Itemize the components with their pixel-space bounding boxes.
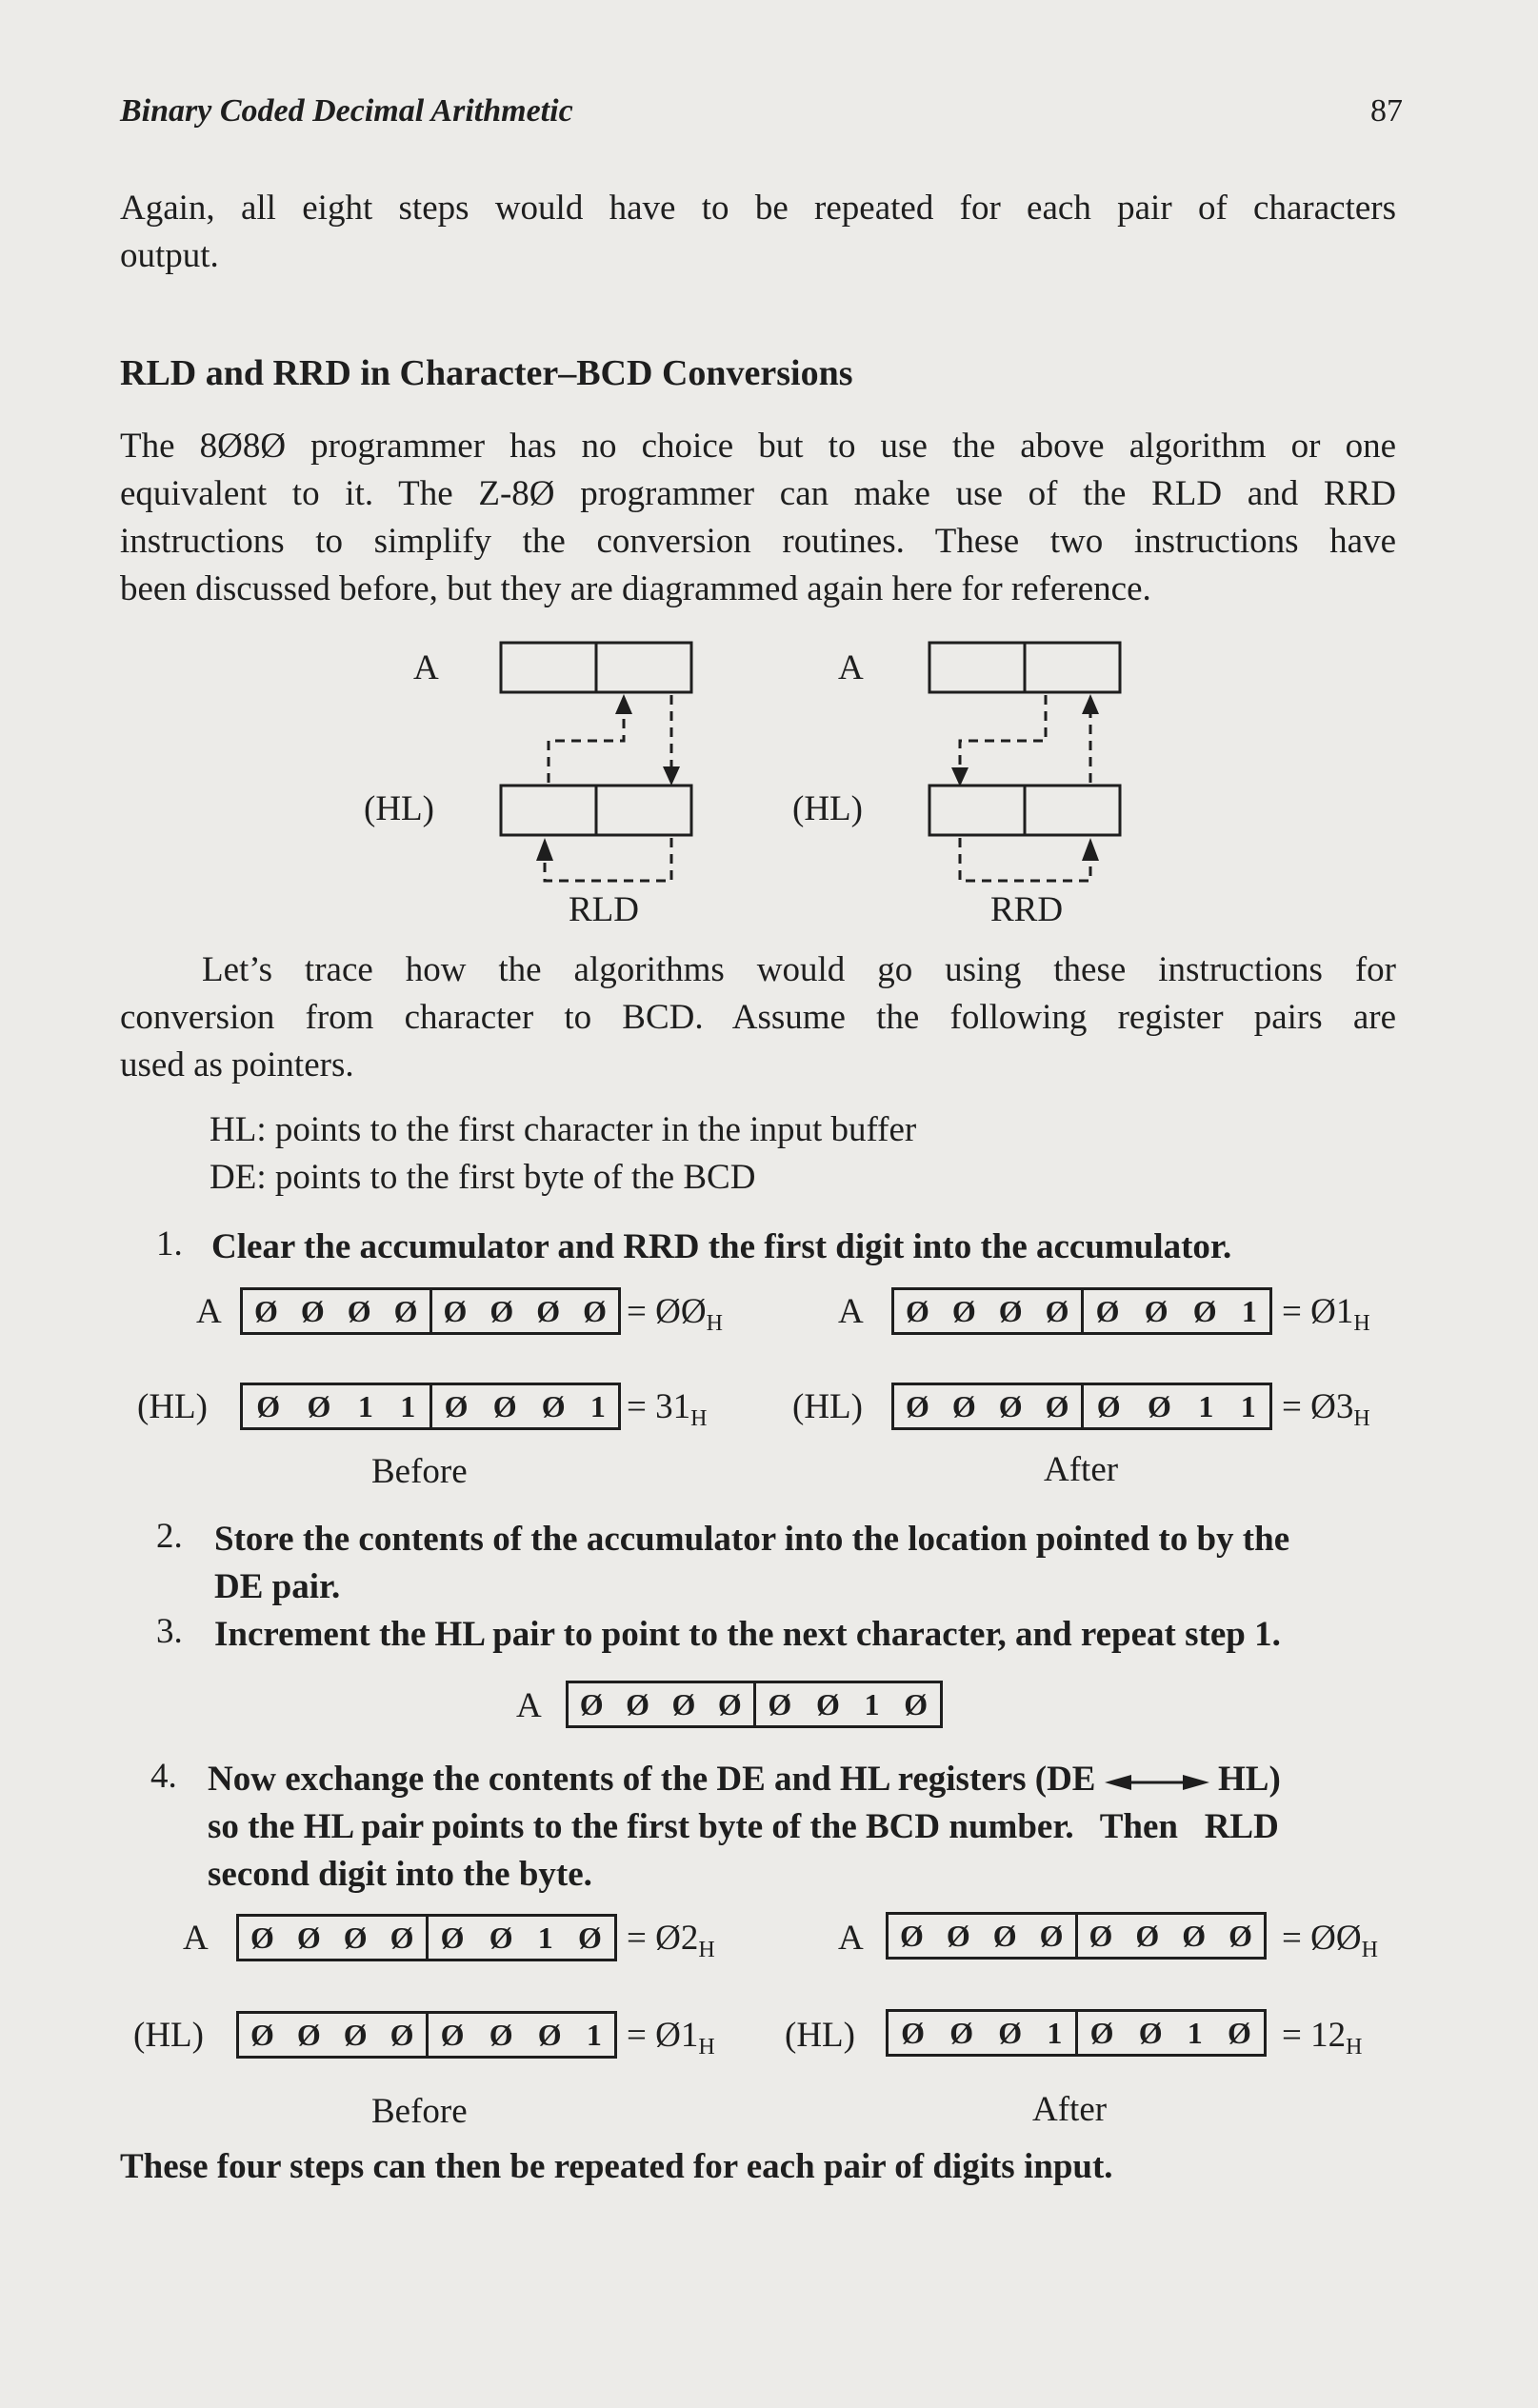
- rrd-caption: RRD: [990, 890, 1064, 929]
- trace-paragraph: Let’s trace how the algorithms would go using these instructions for conversion from character to BCD. Assume the following register pairs are used as pointers.: [120, 950, 1396, 1085]
- rld-label-hl: (HL): [364, 789, 434, 828]
- ex3-before-a-value: = $Ø2_H$: [627, 1919, 715, 1962]
- ex2-a-register: Ø Ø Ø Ø Ø Ø 1 Ø: [566, 1681, 943, 1728]
- ex1-after-a-register: Ø Ø Ø Ø Ø Ø Ø 1: [891, 1287, 1272, 1335]
- ex1-after-a-value: = $Ø1_H$: [1282, 1292, 1370, 1336]
- section-heading: RLD and RRD in Character–BCD Conversions: [120, 353, 853, 393]
- step-2-number: 2.: [156, 1517, 183, 1556]
- ex1-before-caption: Before: [371, 1452, 468, 1491]
- ex1-after-caption: After: [1044, 1450, 1119, 1489]
- page-number: 87: [1370, 93, 1403, 129]
- ex1-before-a-register: Ø Ø Ø Ø Ø Ø Ø Ø: [240, 1287, 621, 1335]
- step-3-text: Increment the HL pair to point to the next character, and repeat step 1.: [214, 1615, 1281, 1654]
- ex3-before-a-label: A: [183, 1919, 209, 1958]
- ex3-after-a-label: A: [838, 1919, 864, 1958]
- double-arrow-icon: [1105, 1772, 1209, 1793]
- rld-label-a: A: [413, 648, 439, 687]
- rrd-label-a: A: [838, 648, 864, 687]
- step-4-text: Now exchange the contents of the DE and HL registers (DE HL) so the HL pair points to the first byte of the BCD number. Then RLD second digit into the byte.: [208, 1760, 1281, 1894]
- ex1-before-a-value: = $ØØ_H$: [627, 1292, 723, 1336]
- ex3-before-hl-value: = $Ø1_H$: [627, 2016, 715, 2060]
- ex3-after-hl-label: (HL): [785, 2016, 855, 2055]
- section-paragraph: The 8Ø8Ø programmer has no choice but to use the above algorithm or one equivalent to it. The Z-8Ø programmer can make use of the RLD and RRD instructions to simplify the conversion routines. These two instructions have been discussed before, but they are diagrammed again here for reference.: [120, 427, 1396, 608]
- rld-diagram: [476, 628, 724, 895]
- running-header-title: Binary Coded Decimal Arithmetic: [120, 93, 573, 129]
- rrd-label-hl: (HL): [792, 789, 863, 828]
- ex3-after-caption: After: [1032, 2090, 1108, 2129]
- ex2-a-label: A: [516, 1686, 542, 1725]
- ex1-before-a-label: A: [196, 1292, 222, 1331]
- closing-sentence: These four steps can then be repeated for each pair of digits input.: [120, 2147, 1113, 2186]
- ex3-before-hl-register: Ø Ø Ø Ø Ø Ø Ø 1: [236, 2011, 617, 2059]
- ex1-before-hl-value: = $31_H$: [627, 1387, 708, 1431]
- ex1-after-hl-register: Ø Ø Ø Ø Ø Ø 1 1: [891, 1383, 1272, 1430]
- ex3-before-a-register: Ø Ø Ø Ø Ø Ø 1 Ø: [236, 1914, 617, 1961]
- ex3-after-hl-value: = $12_H$: [1282, 2016, 1363, 2060]
- ex1-before-hl-register: Ø Ø 1 1 Ø Ø Ø 1: [240, 1383, 621, 1430]
- ex3-after-a-value: = $ØØ_H$: [1282, 1919, 1378, 1962]
- ex3-before-caption: Before: [371, 2092, 468, 2131]
- pointer-list: HL: points to the first character in the input buffer DE: points to the first byte of the BCD: [210, 1110, 917, 1197]
- rrd-diagram: [905, 628, 1152, 895]
- step-1-text: Clear the accumulator and RRD the first digit into the accumulator.: [211, 1227, 1232, 1266]
- intro-paragraph: Again, all eight steps would have to be repeated for each pair of characters output.: [120, 189, 1396, 275]
- step-1-number: 1.: [156, 1224, 183, 1264]
- ex3-before-hl-label: (HL): [133, 2016, 204, 2055]
- ex3-after-a-register: Ø Ø Ø Ø Ø Ø Ø Ø: [886, 1912, 1267, 1960]
- ex1-after-a-label: A: [838, 1292, 864, 1331]
- ex1-before-hl-label: (HL): [137, 1387, 208, 1426]
- step-3-number: 3.: [156, 1612, 183, 1651]
- rld-caption: RLD: [569, 890, 639, 929]
- step-4-number: 4.: [150, 1757, 177, 1796]
- ex1-after-hl-value: = $Ø3_H$: [1282, 1387, 1370, 1431]
- step-2-text: Store the contents of the accumulator into the location pointed to by the DE pair.: [214, 1520, 1290, 1606]
- ex3-after-hl-register: Ø Ø Ø 1 Ø Ø 1 Ø: [886, 2009, 1267, 2057]
- ex1-after-hl-label: (HL): [792, 1387, 863, 1426]
